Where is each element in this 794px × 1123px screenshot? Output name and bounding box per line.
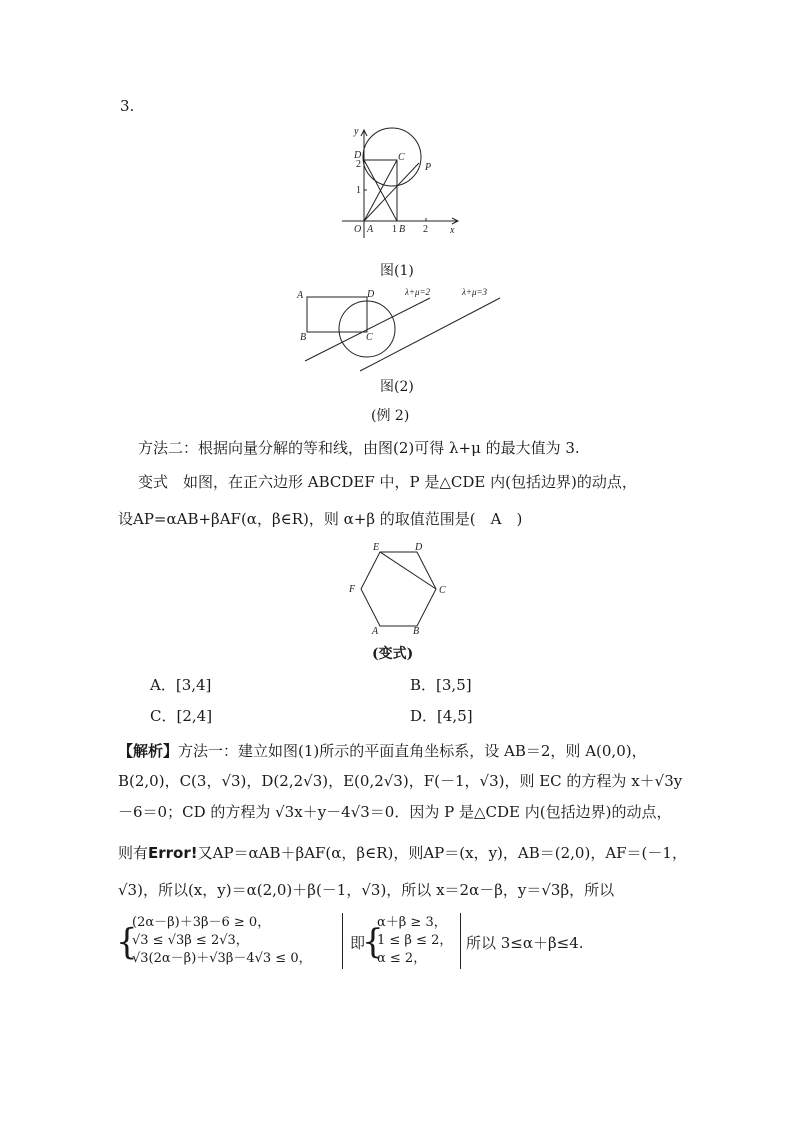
hex-label-f: F: [349, 584, 356, 595]
x-axis-label: x: [450, 225, 455, 236]
solution-line3: －6＝0；CD 的方程为 √3x＋y－4√3＝0．因为 P 是△CDE 内(包括边界)的动点，: [118, 803, 672, 821]
tick-y2: 2: [356, 159, 361, 170]
hex-label-d: D: [415, 542, 423, 553]
figure-1-diagram: [330, 120, 470, 242]
tick-x1: 1: [392, 224, 397, 235]
solution-line5: √3)，所以(x，y)＝α(2,0)＋β(－1，√3)，所以 x＝2α－β，y＝√3β，所以: [118, 881, 615, 899]
label-c: C: [366, 332, 373, 343]
line-label-2: λ+μ=2: [405, 287, 431, 297]
figure-2-diagram: [290, 283, 510, 373]
label-p: P: [425, 162, 432, 173]
line-label-3: λ+μ=3: [462, 287, 488, 297]
brace-left-2: {: [362, 922, 384, 962]
level-line-3: [360, 298, 500, 371]
tick-x2: 2: [423, 224, 428, 235]
circle: [363, 128, 421, 186]
error-text: Error!: [148, 844, 198, 862]
hexagon-diagram: [342, 540, 452, 640]
segment-ec: [380, 552, 436, 589]
option-a: A．[3,4]: [150, 676, 212, 694]
y-axis-label: y: [354, 126, 359, 137]
brace-left-1: {: [116, 921, 138, 963]
implies-text: 即: [350, 934, 366, 952]
system-two: α＋β ≥ 3， 1 ≤ β ≤ 2， α ≤ 2，: [377, 915, 453, 966]
hex-label-b: B: [413, 626, 420, 637]
hex-label-e: E: [373, 542, 380, 553]
example-caption: (例 2): [371, 408, 410, 424]
label-d: D: [354, 150, 362, 161]
variant-text-line2: 设AP=αAB+βAF(α，β∈R)，则 α+β 的取值范围是( A ): [118, 510, 523, 528]
label-b: B: [399, 224, 406, 235]
variant-caption: (变式): [372, 646, 414, 662]
solution-line4: 则有Error!又AP＝αAB＋βAF(α，β∈R)，则AP＝(x，y)，AB＝(2,0)，AF＝(－1，: [118, 844, 687, 862]
system-one: (2α－β)＋3β－6 ≥ 0， √3 ≤ √3β ≤ 2√3， √3(2α－β)＋√3β－4√3 ≤ 0，: [132, 915, 312, 966]
segment-ap: [364, 163, 419, 221]
system-two-bar: [460, 913, 461, 969]
option-b: B．[3,5]: [410, 676, 472, 694]
label-o: O: [354, 224, 362, 235]
solution-line1: 【解析】方法一：建立如图(1)所示的平面直角坐标系，设 AB＝2，则 A(0,0)，: [118, 742, 647, 760]
hex-label-a: A: [372, 626, 379, 637]
hexagon-abcdef: [361, 552, 436, 626]
figure-1-caption: 图(1): [380, 263, 414, 279]
problem-number: 3.: [120, 97, 135, 115]
method-two-text: 方法二：根据向量分解的等和线，由图(2)可得 λ+μ 的最大值为 3.: [138, 439, 580, 457]
label-c: C: [398, 152, 405, 163]
hex-label-c: C: [439, 585, 446, 596]
solution-tag: 【解析】: [118, 742, 179, 760]
figure-2-caption: 图(2): [380, 379, 414, 395]
solution-line2: B(2,0)，C(3，√3)，D(2,2√3)，E(0,2√3)，F(－1，√3)，则 EC 的方程为 x＋√3y: [118, 772, 683, 790]
variant-text-line1: 变式 如图，在正六边形 ABCDEF 中，P 是△CDE 内(包括边界)的动点，: [138, 473, 637, 491]
option-d: D．[4,5]: [410, 707, 473, 725]
system-one-bar: [342, 913, 343, 969]
label-d: D: [367, 289, 375, 300]
tick-y1: 1: [356, 185, 361, 196]
conclusion-text: 所以 3≤α＋β≤4.: [466, 934, 584, 952]
option-c: C．[2,4]: [150, 707, 213, 725]
label-b: B: [300, 332, 307, 343]
label-a: A: [367, 224, 374, 235]
label-a: A: [297, 290, 304, 301]
